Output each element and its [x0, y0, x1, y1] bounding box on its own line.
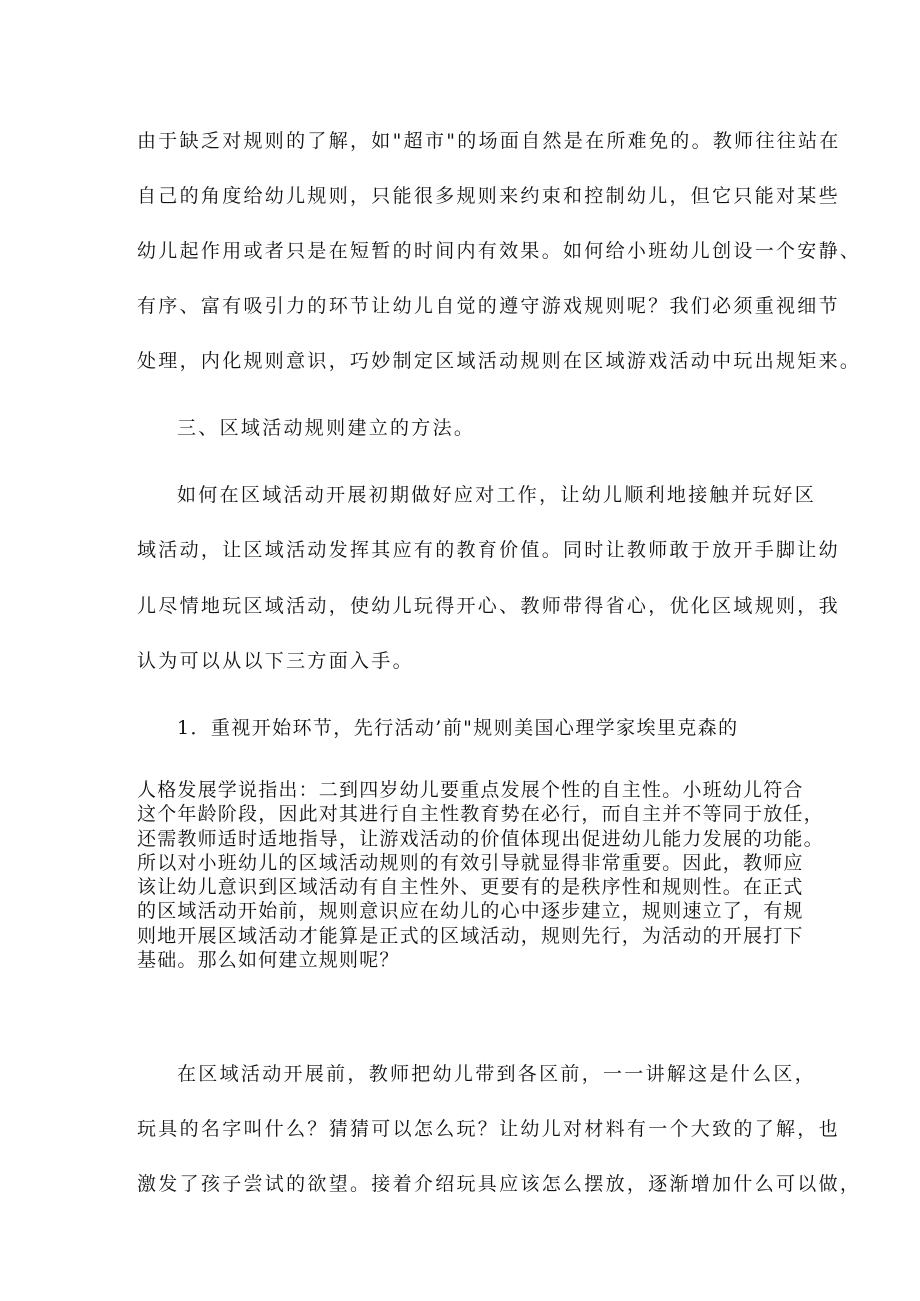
paragraph-line: 人格发展学说指出：二到四岁幼儿要重点发展个性的自主性。小班幼儿符合: [137, 779, 804, 801]
subsection-heading: 1．重视开始环节，先行活动’前"规则美国心理学家埃里克森的: [177, 717, 739, 739]
paragraph-line: 认为可以从以下三方面入手。: [137, 650, 414, 672]
paragraph-line: 所以对小班幼儿的区域活动规则的有效引导就显得非常重要。因此，教师应: [137, 851, 804, 874]
paragraph-line: 自己的角度给幼儿规则，只能很多规则来约束和控制幼儿，但它只能对某些: [137, 185, 840, 207]
paragraph-line: 则地开展区域活动才能算是正式的区域活动，规则先行，为活动的开展打下: [137, 924, 804, 947]
paragraph-line: 还需教师适时适地指导，让游戏活动的价值体现出促进幼儿能力发展的功能。: [137, 827, 824, 850]
paragraph-line: 激发了孩子尝试的欲望。接着介绍玩具应该怎么摆放，逐渐增加什么可以做，: [137, 1173, 862, 1195]
paragraph-line: 有序、富有吸引力的环节让幼儿自觉的遵守游戏规则呢？我们必须重视细节: [137, 295, 840, 317]
paragraph-line: 幼儿起作用或者只是在短暂的时间内有效果。如何给小班幼儿创设一个安静、: [137, 240, 862, 262]
paragraph-line: 玩具的名字叫什么？猜猜可以怎么玩？让幼儿对材料有一个大致的了解，也: [137, 1118, 840, 1140]
dense-paragraph: [137, 778, 824, 972]
paragraph-line: 由于缺乏对规则的了解，如"超市"的场面自然是在所难免的。教师往往站在: [137, 130, 841, 152]
paragraph-line: 在区域活动开展前，教师把幼儿带到各区前，一一讲解这是什么区，: [177, 1063, 817, 1085]
paragraph-line: 如何在区域活动开展初期做好应对工作，让幼儿顺利地接触并玩好区: [177, 484, 817, 506]
section-heading: 三、区域活动规则建立的方法。: [177, 417, 476, 439]
paragraph-line: 该让幼儿意识到区域活动有自主性外、更要有的是秩序性和规则性。在正式: [137, 876, 804, 899]
paragraph-line: 这个年龄阶段，因此对其进行自主性教育势在必行，而自主并不等同于放任，: [137, 803, 824, 826]
paragraph-line: 基础。那么如何建立规则呢？: [137, 949, 400, 972]
paragraph-line: 儿尽情地玩区域活动，使幼儿玩得开心、教师带得省心，优化区域规则，我: [137, 595, 840, 617]
paragraph-line: 的区域活动开始前，规则意识应在幼儿的心中逐步建立，规则速立了，有规: [137, 900, 804, 923]
paragraph-line: 处理，内化规则意识，巧妙制定区域活动规则在区域游戏活动中玩出规矩来。: [137, 350, 862, 372]
paragraph-line: 域活动，让区域活动发挥其应有的教育价值。同时让教师敢于放开手脚让幼: [137, 539, 840, 561]
